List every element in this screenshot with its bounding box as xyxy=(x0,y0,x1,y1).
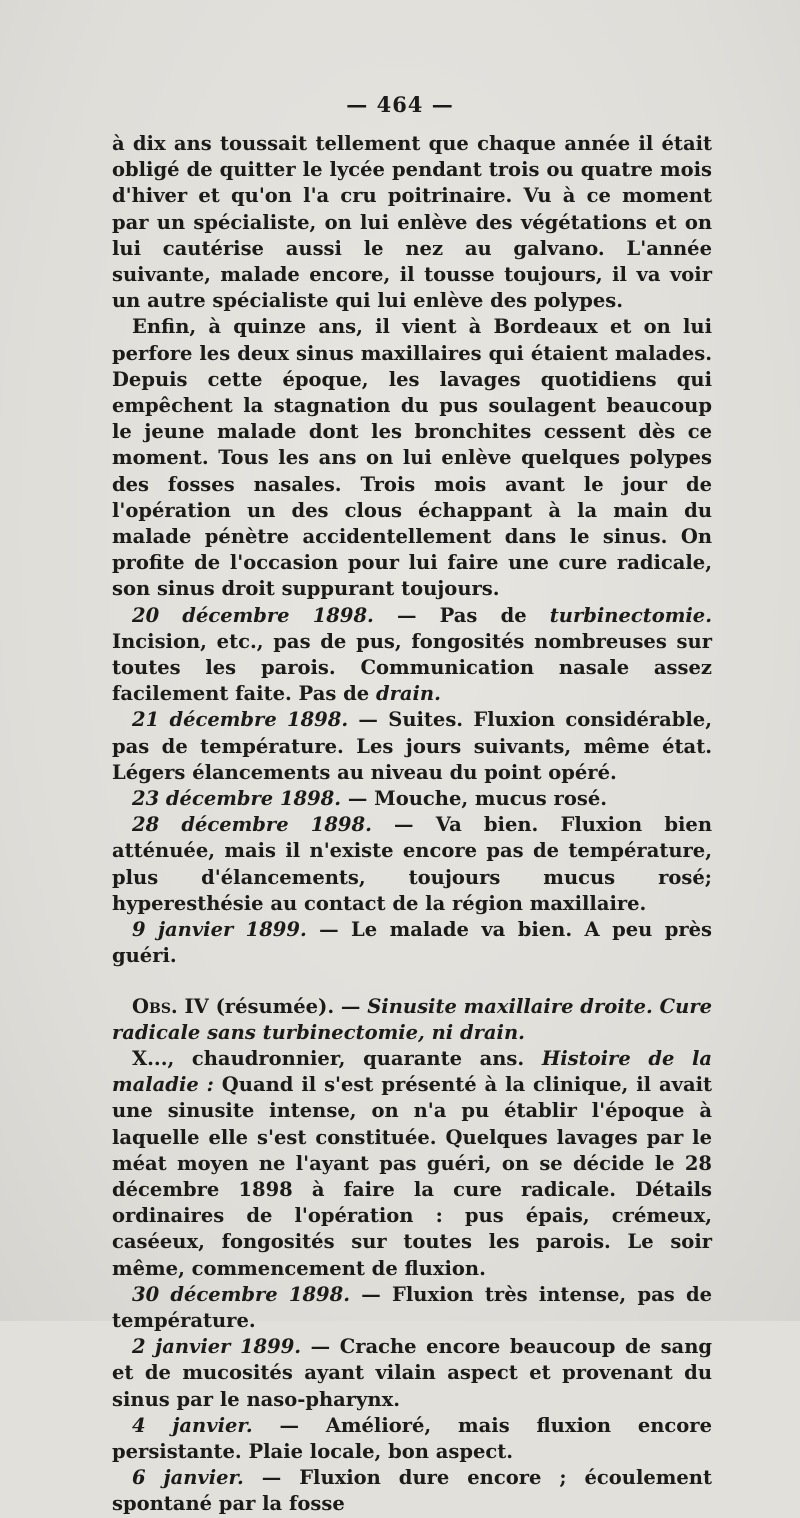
paragraph xyxy=(112,1465,712,1517)
entry-date: 6 janvier. xyxy=(132,1466,244,1490)
entry-text: — Pas de xyxy=(373,603,550,627)
entry-date: 2 janvier 1899. xyxy=(132,1335,302,1359)
paragraph: Enfin, à quinze ans, il vient à Bordeaux et on lui perfore les deux sinus maxillaires qui étaient malades. Depuis cette époque, les lavages quotidiens qui empêchent la stagnation du pus soulagent beaucoup le jeune malade dont les bronchites cessent dès ce moment. Tous les ans on lui enlève quelques polypes des fosses nasales. Trois mois avant le jour de l'opération un des clous échappant à la main du malade pénètre accidentellement dans le sinus. On profite de l'occasion pour lui faire une cure radicale, son sinus droit suppurant toujours. xyxy=(112,315,712,601)
entry-text: — Fluxion très intense, pas de température. xyxy=(112,1282,713,1332)
paragraph xyxy=(112,1282,712,1334)
entry-text: Incision, etc., pas de pus, fongosités nombreuses sur toutes les parois. Communication nasale assez facilement faite. Pas de xyxy=(112,629,712,706)
entry-text: — Va bien. Fluxion bien atténuée, mais il n'existe encore pas de température, plus d'élancements, toujours mucus rosé; hyperesthésie au contact de la région maxillaire. xyxy=(112,813,712,915)
entry-date: 30 décembre 1898. xyxy=(132,1282,350,1306)
page-number: — 464 — xyxy=(346,92,454,117)
entry-text: — Suites. Fluxion considérable, pas de température. Les jours suivants, même état. Légers élancements au niveau du point opéré. xyxy=(112,708,713,784)
entry-italic: Histoire de la maladie : xyxy=(112,1046,713,1097)
entry-date: 20 décembre 1898. xyxy=(132,603,374,627)
entry-date: 23 décembre 1898. xyxy=(132,787,342,811)
paragraph: à dix ans toussait tellement que chaque année il était obligé de quitter le lycée pendant trois ou quatre mois d'hiver et qu'on l'a cru poitrinaire. Vu à ce moment par un spécialiste, on lui enlève des végétations et on lui cautérise aussi le nez au galvano. L'année suivante, malade encore, il tousse toujours, il va voir un autre spécialiste qui lui enlève des polypes. xyxy=(112,132,712,313)
entry-text: X..., chaudronnier, quarante ans. xyxy=(132,1046,542,1070)
paragraph xyxy=(112,1334,712,1413)
observation-heading xyxy=(112,994,712,1046)
paragraph xyxy=(112,1413,712,1465)
paragraph xyxy=(112,1046,712,1282)
observation-title: Sinusite maxillaire droite. Cure radicale sans turbinectomie, ni drain. xyxy=(112,994,713,1044)
entry-date: 21 décembre 1898. xyxy=(132,708,349,732)
entry-text: — Le malade va bien. A peu près guéri. xyxy=(112,918,712,968)
paragraph xyxy=(112,786,712,812)
entry-text: — Amélioré, mais fluxion encore persistante. Plaie locale, bon aspect. xyxy=(112,1413,712,1463)
entry-text: — Mouche, mucus rosé. xyxy=(341,787,608,811)
paragraph xyxy=(112,917,712,969)
paragraph xyxy=(112,812,712,917)
entry-date: 4 janvier. xyxy=(132,1413,253,1437)
observation-text: (résumée). — xyxy=(208,994,368,1018)
section-gap xyxy=(112,970,712,994)
entry-italic: drain. xyxy=(375,682,441,706)
entry-text: — Crache encore beaucoup de sang et de mucosités ayant vilain aspect et provenant du sinus par le naso-pharynx. xyxy=(112,1335,713,1411)
entry-date: 28 décembre 1898. xyxy=(132,813,372,837)
entry-text: Quand il s'est présenté à la clinique, il avait une sinusite intense, on n'a pu établir l'époque à laquelle elle s'est constituée. Quelques lavages par le méat moyen ne l'ayant pas guéri, on se décide le 28 décembre 1898 à faire la cure radicale. Détails ordinaires de l'opération : pus épais, crémeux, caséeux, fongosités sur toutes les parois. Le soir même, commencement de fluxion. xyxy=(112,1073,713,1280)
body-text xyxy=(112,131,712,1518)
entry-text: — Fluxion dure encore ; écoulement spontané par la fosse xyxy=(112,1466,712,1516)
entry-date: 9 janvier 1899. xyxy=(132,918,307,942)
paragraph xyxy=(112,603,712,708)
observation-label: Obs. IV xyxy=(132,994,209,1018)
entry-italic: turbinectomie. xyxy=(549,603,713,627)
paragraph xyxy=(112,707,712,786)
